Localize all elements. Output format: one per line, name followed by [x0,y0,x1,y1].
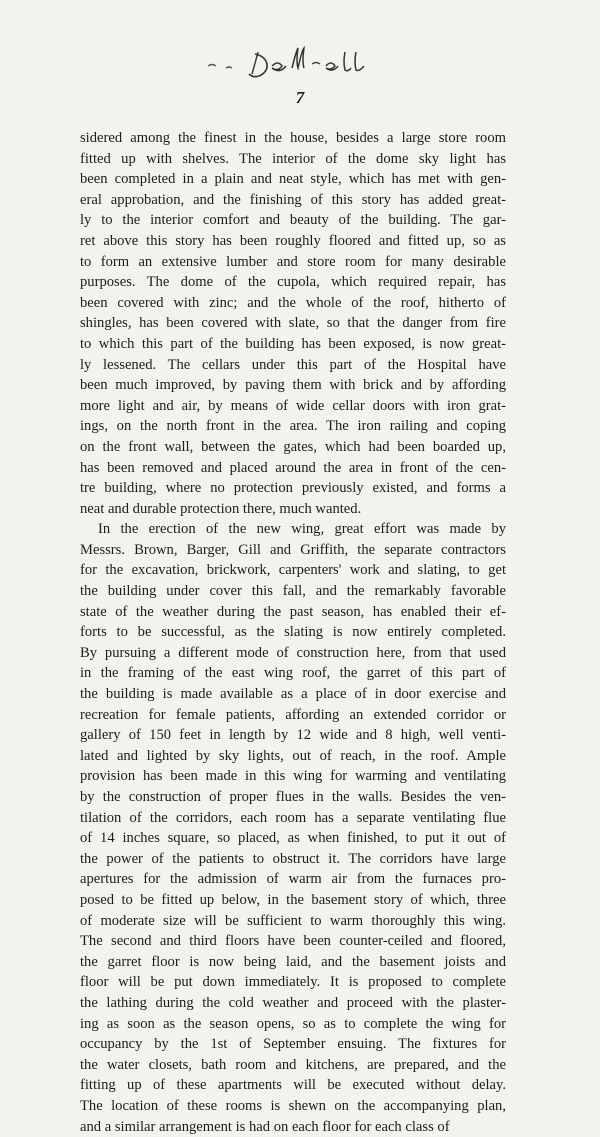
page-number: 7 [0,88,600,108]
text-line: the lathing during the cold weather and proceed with the plaster- [80,993,506,1014]
text-line: ings, on the north front in the area. The iron railing and coping [80,416,506,437]
text-line: The location of these rooms is shewn on the accompanying plan, [80,1096,506,1117]
text-line: provision has been made in this wing for warming and ventilating [80,766,506,787]
text-line: to which this part of the building has been exposed, is now great- [80,334,506,355]
text-line: tre building, where no protection previously existed, and forms a [80,478,506,499]
text-line: more light and air, by means of wide cellar doors with iron grat- [80,396,506,417]
text-line: the water closets, bath room and kitchens, are prepared, and the [80,1055,506,1076]
text-line: posed to be fitted up below, in the basement story of which, three [80,890,506,911]
text-line: the garret floor is now being laid, and the basement joists and [80,952,506,973]
text-line: ret above this story has been roughly floored and fitted up, so as [80,231,506,252]
text-line: occupancy by the 1st of September ensuing. The fixtures for [80,1034,506,1055]
text-line: lated and lighted by sky lights, out of reach, in the roof. Ample [80,746,506,767]
text-line: apertures for the admission of warm air from the furnaces pro- [80,869,506,890]
paragraph [80,128,506,519]
body-text [80,128,506,1137]
text-line: The second and third floors have been counter-ceiled and floored, [80,931,506,952]
text-line: to form an extensive lumber and store room for many desirable [80,252,506,273]
text-line: recreation for female patients, affording an extended corridor or [80,705,506,726]
text-line: been covered with zinc; and the whole of the roof, hitherto of [80,293,506,314]
text-line: the building under cover this fall, and the remarkably favorable [80,581,506,602]
text-line: ing as soon as the season opens, so as to complete the wing for [80,1014,506,1035]
text-line: for the excavation, brickwork, carpenters' work and slating, to get [80,560,506,581]
text-line: in the framing of the east wing roof, the garret of this part of [80,663,506,684]
text-line: ly to the interior comfort and beauty of the building. The gar- [80,210,506,231]
text-line: fitted up with shelves. The interior of the dome sky light has [80,149,506,170]
handwritten-signature [200,44,380,84]
text-line: fitting up of these apartments will be executed without delay. [80,1075,506,1096]
text-line: state of the weather during the past season, has enabled their ef- [80,602,506,623]
text-line: sidered among the finest in the house, besides a large store room [80,128,506,149]
text-line: eral approbation, and the finishing of this story has added great- [80,190,506,211]
text-line: and a similar arrangement is had on each floor for each class of [80,1117,506,1137]
text-line: In the erection of the new wing, great effort was made by [80,519,506,540]
text-line: Messrs. Brown, Barger, Gill and Griffith, the separate contractors [80,540,506,561]
text-line: By pursuing a different mode of construction here, from that used [80,643,506,664]
text-line: shingles, has been covered with slate, so that the danger from fire [80,313,506,334]
text-line: purposes. The dome of the cupola, which required repair, has [80,272,506,293]
text-line: has been removed and placed around the area in front of the cen- [80,458,506,479]
text-line: of 14 inches square, so placed, as when finished, to put it out of [80,828,506,849]
paragraph [80,519,506,1137]
text-line: on the front wall, between the gates, which had been boarded up, [80,437,506,458]
text-line: neat and durable protection there, much wanted. [80,499,506,520]
text-line: the building is made available as a place of in door exercise and [80,684,506,705]
text-line: forts to be successful, as the slating is now entirely completed. [80,622,506,643]
text-line: tilation of the corridors, each room has a separate ventilating flue [80,808,506,829]
text-line: been completed in a plain and neat style, which has met with gen- [80,169,506,190]
text-line: gallery of 150 feet in length by 12 wide and 8 high, well venti- [80,725,506,746]
text-line: of moderate size will be sufficient to warm thoroughly this wing. [80,911,506,932]
text-line: floor will be put down immediately. It is proposed to complete [80,972,506,993]
text-line: by the construction of proper flues in the walls. Besides the ven- [80,787,506,808]
text-line: the power of the patients to obstruct it. The corridors have large [80,849,506,870]
text-line: been much improved, by paving them with brick and by affording [80,375,506,396]
text-line: ly lessened. The cellars under this part of the Hospital have [80,355,506,376]
